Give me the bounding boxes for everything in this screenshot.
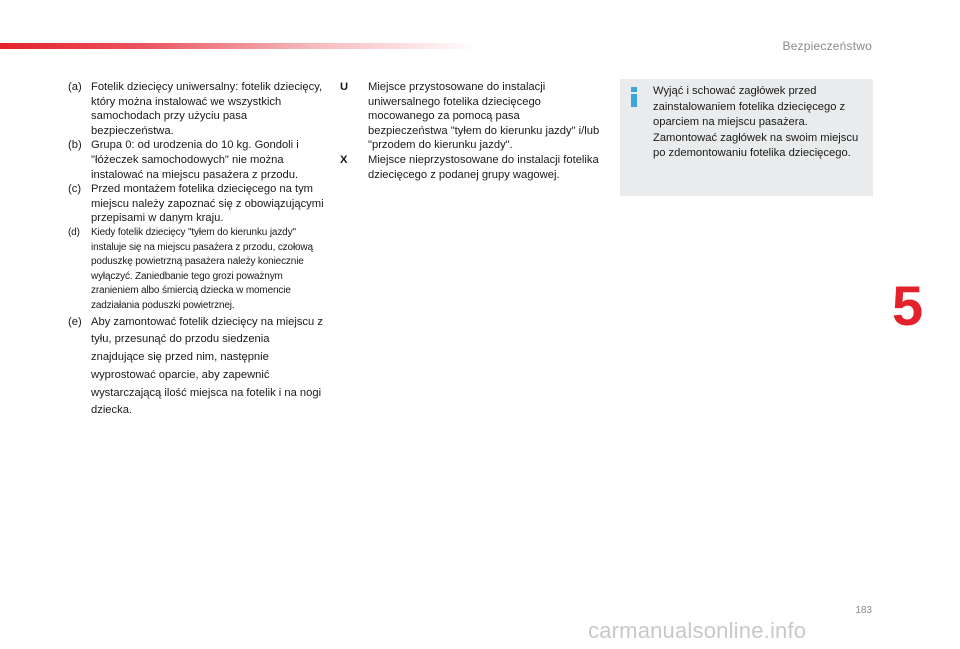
legend-key: U (340, 81, 349, 93)
note-key: (e) (68, 315, 82, 328)
info-box (620, 79, 873, 196)
section-title: Bezpieczeństwo (782, 39, 872, 53)
note-text: Przed montażem fotelika dziecięcego na tym miejscu należy zapoznać się z obowiązującymi przepisami w danym kraju. (91, 183, 324, 225)
note-text: Fotelik dziecięcy uniwersalny: fotelik dziecięcy, który można instalować we wszystkich samochodach przy użyciu pasa bezpieczeństwa. (91, 81, 323, 137)
legend-key: X (340, 153, 348, 166)
notes-column (68, 80, 326, 420)
watermark: carmanualsonline.info (588, 618, 807, 643)
legend-text: Miejsce nieprzystosowane do instalacji fotelika dziecięcego z podanej grupy wagowej. (368, 153, 599, 181)
note-c (68, 182, 326, 226)
legend-column (340, 80, 602, 182)
note-key: (c) (68, 183, 82, 196)
note-b (68, 138, 326, 182)
note-text: Aby zamontować fotelik dziecięcy na miejscu z tyłu, przesunąć do przodu siedzenia znajdujące się przed nim, następnie wyprostować oparcie, aby zapewnić wystarczającą ilość miejsca na fotelik i na nogi dziecka. (91, 315, 323, 417)
note-key: (a) (68, 81, 82, 93)
note-key: (d) (68, 226, 80, 238)
note-text: Grupa 0: od urodzenia do 10 kg. Gondoli i "łóżeczek samochodowych" nie można instalować na miejscu pasażera z przodu. (91, 139, 299, 181)
legend-u (340, 80, 602, 153)
page-number: 183 (855, 605, 872, 616)
info-text: Wyjąć i schować zagłówek przed zainstalowaniem fotelika dziecięcego z oparciem na miejscu pasażera. Zamontować zagłówek na swoim miejscu po zdemontowaniu fotelika dziecięcego. (653, 85, 859, 160)
note-text: Kiedy fotelik dziecięcy "tyłem do kierunku jazdy" instaluje się na miejscu pasażera z przodu, czołową poduszkę powietrzną pasażera należy koniecznie wyłączyć. Zaniedbanie tego grozi poważnym zranieniem albo śmiercią dziecka w momencie zadziałania poduszki powietrznej. (91, 226, 313, 311)
legend-text: Miejsce przystosowane do instalacji uniwersalnego fotelika dziecięcego mocowanego za pomocą pasa bezpieczeństwa "tyłem do kierunku jazdy" i/lub "przodem do kierunku jazdy". (368, 81, 600, 152)
info-icon (629, 87, 639, 107)
legend-x (340, 153, 602, 182)
note-a (68, 80, 326, 138)
chapter-number: 5 (892, 274, 924, 337)
note-d (68, 226, 326, 314)
header-accent-bar (0, 43, 480, 49)
note-e (68, 314, 326, 421)
note-key: (b) (68, 139, 82, 152)
